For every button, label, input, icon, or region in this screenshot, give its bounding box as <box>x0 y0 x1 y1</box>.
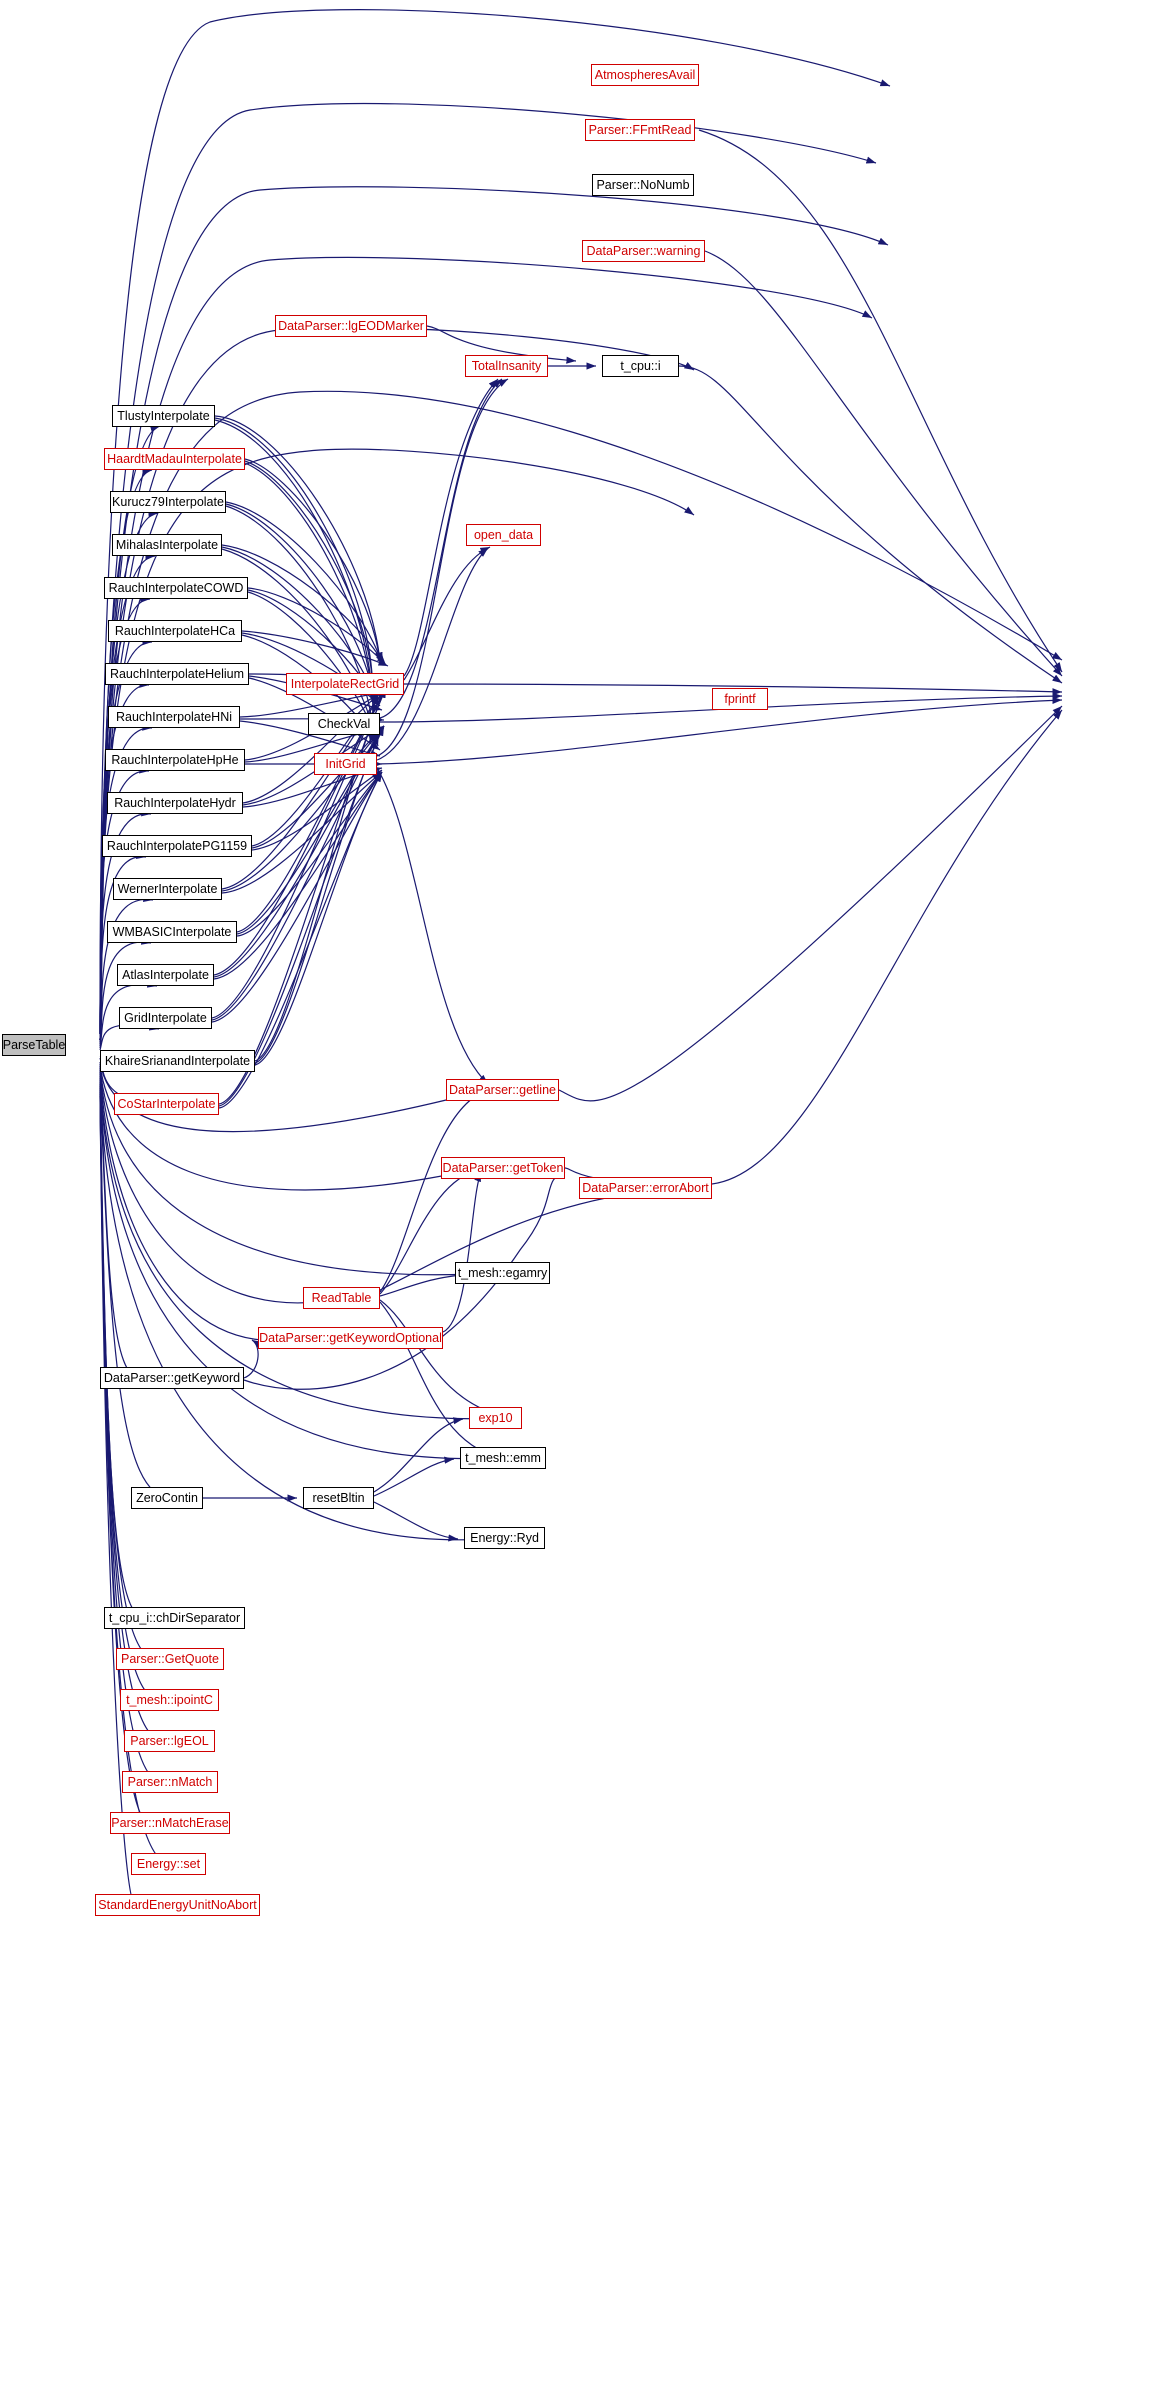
graph-node-label: DataParser::lgEODMarker <box>278 318 424 333</box>
graph-node-label: RauchInterpolateHelium <box>109 666 245 681</box>
graph-node-parsetable[interactable] <box>2 1034 66 1056</box>
graph-node-rauchhydr[interactable] <box>107 792 243 814</box>
graph-node-zerocontin[interactable] <box>131 1487 203 1509</box>
graph-node-label: Parser::GetQuote <box>121 1651 219 1666</box>
graph-node-costar[interactable] <box>114 1093 219 1115</box>
graph-node-getkeyword[interactable] <box>100 1367 244 1389</box>
graph-node-label: DataParser::getToken <box>442 1160 564 1175</box>
graph-node-fprintf[interactable] <box>712 688 768 710</box>
graph-node-rauchhphe[interactable] <box>105 749 245 771</box>
graph-node-label: RauchInterpolateHNi <box>115 709 233 724</box>
graph-node-label: TotalInsanity <box>471 358 542 373</box>
graph-node-label: exp10 <box>478 1410 513 1425</box>
graph-node-label: HaardtMadauInterpolate <box>107 451 242 466</box>
graph-node-ipointc[interactable] <box>120 1689 219 1711</box>
graph-node-rauchhni[interactable] <box>108 706 240 728</box>
graph-node-getquote[interactable] <box>116 1648 224 1670</box>
graph-node-getline[interactable] <box>446 1079 559 1101</box>
graph-node-egamry[interactable] <box>455 1262 550 1284</box>
graph-node-label: t_cpu::i <box>620 358 661 373</box>
graph-node-label: KhaireSrianandInterpolate <box>104 1053 251 1068</box>
graph-node-totalinsanity[interactable] <box>465 355 548 377</box>
graph-node-label: StandardEnergyUnitNoAbort <box>98 1897 257 1912</box>
graph-node-exp10[interactable] <box>469 1407 522 1429</box>
graph-node-label: Energy::set <box>136 1856 201 1871</box>
graph-node-getkeywordoptional[interactable] <box>258 1327 443 1349</box>
graph-node-rauchpg1159[interactable] <box>102 835 252 857</box>
graph-node-label: DataParser::getKeyword <box>103 1370 241 1385</box>
graph-node-emm[interactable] <box>460 1447 546 1469</box>
graph-node-nmatcherase[interactable] <box>110 1812 230 1834</box>
graph-node-label: ZeroContin <box>136 1490 198 1505</box>
graph-node-label: AtmospheresAvail <box>594 67 696 82</box>
graph-node-label: DataParser::errorAbort <box>582 1180 709 1195</box>
graph-node-label: AtlasInterpolate <box>122 967 209 982</box>
graph-node-label: ReadTable <box>311 1290 372 1305</box>
graph-node-initgrid[interactable] <box>314 753 377 775</box>
graph-node-label: t_cpu_i::chDirSeparator <box>108 1610 241 1625</box>
graph-node-label: Kurucz79Interpolate <box>112 494 224 509</box>
graph-node-label: resetBltin <box>312 1490 365 1505</box>
graph-node-label: DataParser::warning <box>586 243 701 258</box>
graph-node-label: DataParser::getKeywordOptional <box>259 1330 442 1345</box>
graph-node-gettoken[interactable] <box>441 1157 565 1179</box>
graph-node-label: ParseTable <box>2 1037 66 1052</box>
graph-node-interpolaterectgrid[interactable] <box>286 673 404 695</box>
graph-node-chdirseparator[interactable] <box>104 1607 245 1629</box>
graph-node-label: Parser::FFmtRead <box>588 122 692 137</box>
graph-node-nmatch[interactable] <box>122 1771 218 1793</box>
graph-node-rauchhelium[interactable] <box>105 663 249 685</box>
graph-node-open_data[interactable] <box>466 524 541 546</box>
graph-node-ryd[interactable] <box>464 1527 545 1549</box>
graph-node-label: t_mesh::egamry <box>457 1265 548 1280</box>
graph-node-warning[interactable] <box>582 240 705 262</box>
graph-node-label: RauchInterpolateHydr <box>114 795 236 810</box>
graph-node-khaire[interactable] <box>100 1050 255 1072</box>
graph-node-label: MihalasInterpolate <box>115 537 219 552</box>
graph-node-label: RauchInterpolateHCa <box>114 623 236 638</box>
graph-node-wmbasic[interactable] <box>107 921 237 943</box>
graph-node-errorabort[interactable] <box>579 1177 712 1199</box>
graph-node-label: Energy::Ryd <box>470 1530 539 1545</box>
graph-node-label: RauchInterpolatePG1159 <box>106 838 248 853</box>
graph-node-label: fprintf <box>724 691 756 706</box>
graph-node-rauchcowd[interactable] <box>104 577 248 599</box>
graph-node-kurucz79[interactable] <box>110 491 226 513</box>
graph-node-label: CoStarInterpolate <box>117 1096 216 1111</box>
graph-node-ffmtread[interactable] <box>585 119 695 141</box>
graph-node-checkval[interactable] <box>308 713 380 735</box>
graph-node-label: t_mesh::emm <box>465 1450 541 1465</box>
graph-node-label: InterpolateRectGrid <box>290 676 400 691</box>
graph-node-resetbltin[interactable] <box>303 1487 374 1509</box>
graph-node-atmospheresavail[interactable] <box>591 64 699 86</box>
graph-node-grid[interactable] <box>119 1007 212 1029</box>
graph-node-tcpu_i[interactable] <box>602 355 679 377</box>
graph-node-label: RauchInterpolateCOWD <box>108 580 244 595</box>
graph-node-atlas[interactable] <box>117 964 214 986</box>
graph-node-haardt[interactable] <box>104 448 245 470</box>
graph-node-label: GridInterpolate <box>124 1010 207 1025</box>
graph-node-label: Parser::nMatch <box>127 1774 213 1789</box>
graph-node-label: WernerInterpolate <box>117 881 218 896</box>
graph-node-werner[interactable] <box>113 878 222 900</box>
graph-node-readtable[interactable] <box>303 1287 380 1309</box>
graph-node-label: open_data <box>473 527 534 542</box>
graph-node-lgeodmarker[interactable] <box>275 315 427 337</box>
graph-node-label: WMBASICInterpolate <box>112 924 232 939</box>
graph-node-nonumb[interactable] <box>592 174 694 196</box>
graph-node-label: RauchInterpolateHpHe <box>111 752 239 767</box>
graph-node-rauchhca[interactable] <box>108 620 242 642</box>
graph-node-set[interactable] <box>131 1853 206 1875</box>
graph-node-label: Parser::NoNumb <box>596 177 690 192</box>
graph-node-label: InitGrid <box>325 756 366 771</box>
graph-node-label: CheckVal <box>317 716 371 731</box>
graph-node-label: TlustyInterpolate <box>117 408 210 423</box>
graph-node-label: DataParser::getline <box>448 1082 556 1097</box>
graph-node-mihalas[interactable] <box>112 534 222 556</box>
graph-node-label: Parser::nMatchErase <box>111 1815 229 1830</box>
graph-node-standardenergyunit[interactable] <box>95 1894 260 1916</box>
graph-node-label: Parser::lgEOL <box>130 1733 209 1748</box>
graph-node-tlusty[interactable] <box>112 405 215 427</box>
graph-node-lgeol[interactable] <box>124 1730 215 1752</box>
graph-node-label: t_mesh::ipointC <box>126 1692 213 1707</box>
